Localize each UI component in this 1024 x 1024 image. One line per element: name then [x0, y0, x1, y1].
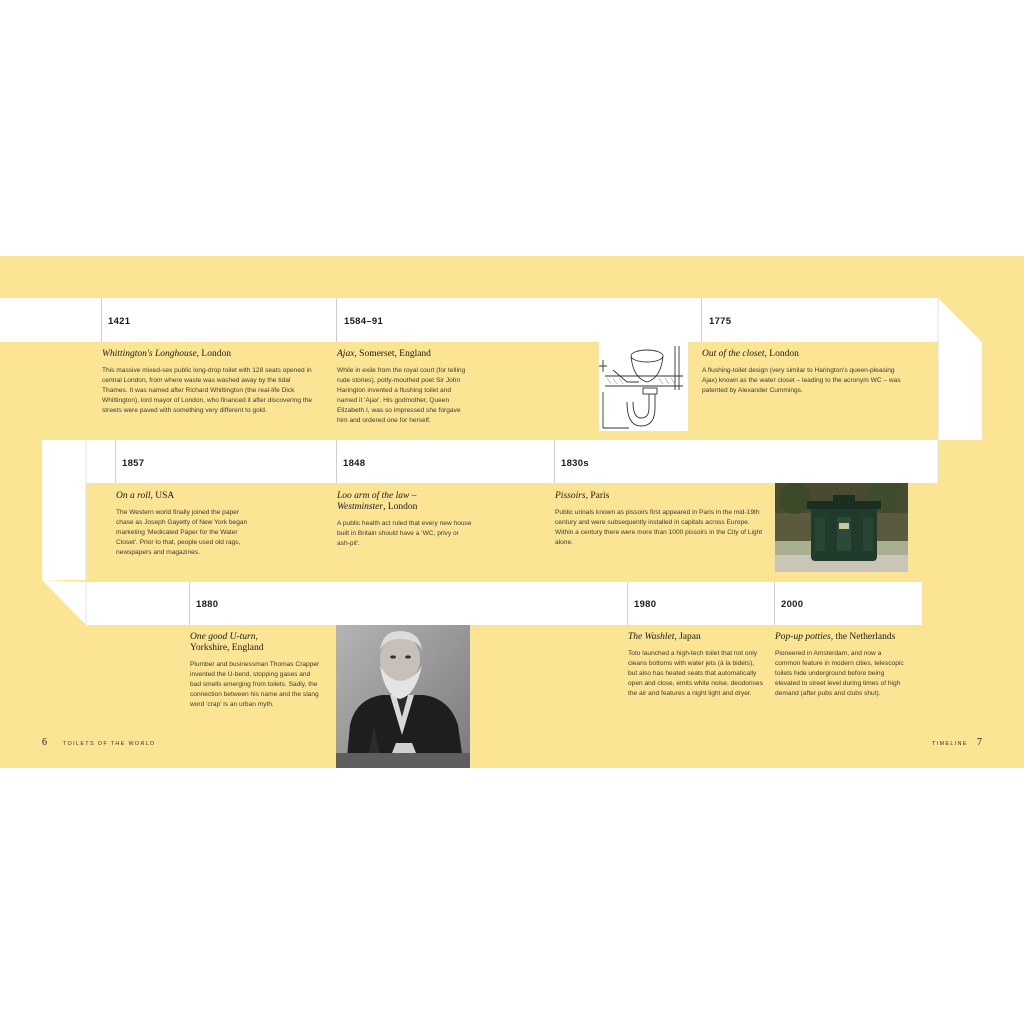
right-page-number: 7 — [977, 737, 982, 748]
year-label: 2000 — [781, 599, 804, 610]
entry-title: Out of the closet, London — [702, 349, 799, 359]
entry-body: While in exile from the royal court (for telling rude stories), potty-mouthed poet Sir John Harington invented a flushing toilet and named it 'Ajax'. His godmother, Queen Elizabeth I, was so impressed she forgave him and ordered one for herself. — [337, 367, 466, 424]
tick-2000 — [774, 582, 775, 625]
timeline-entry-1830s — [555, 491, 763, 548]
timeline-entry-1584 — [337, 349, 469, 426]
year-label: 1421 — [108, 316, 131, 327]
year-label: 1584–91 — [344, 316, 384, 327]
entry-body: The Western world finally joined the paper chase as Joseph Gayetty of New York began marketing 'Medicated Paper for the Water Closet'. Prior to that, people used old rags, newspapers and magazines. — [116, 509, 248, 556]
timeline-entry-1980 — [628, 632, 764, 699]
tick-1421 — [101, 298, 102, 342]
tick-1775 — [701, 298, 702, 342]
entry-body: Toto launched a high-tech toilet that not only cleans bottoms with water jets (à la bidets), but also has heated seats that automatically open and close, emits white noise, deodorises the air and features a night light and dryer. — [628, 650, 763, 697]
entry-title: Ajax, Somerset, England — [337, 349, 431, 359]
year-label: 1880 — [196, 599, 219, 610]
tick-1830s — [554, 440, 555, 483]
year-label: 1857 — [122, 458, 145, 469]
thomas-crapper-portrait — [336, 625, 470, 768]
left-page-number: 6 — [42, 737, 47, 748]
timeline-entry-1857 — [116, 491, 256, 558]
year-label: 1775 — [709, 316, 732, 327]
entry-body: Public urinals known as pissoirs first appeared in Paris in the mid-19th century and were subsequently installed in capitals across Europe. Within a century there were more than 1000 pissoirs in the City of Light alone. — [555, 509, 763, 546]
timeline-entry-1880 — [190, 632, 323, 710]
entry-title: Pop-up potties, the Netherlands — [775, 632, 896, 642]
tick-1857 — [115, 440, 116, 483]
left-running-head: TOILETS OF THE WORLD — [63, 741, 156, 747]
tick-1880 — [189, 582, 190, 625]
timeline-entry-1848 — [337, 491, 472, 549]
entry-body: This massive mixed-sex public long-drop toilet with 128 seats opened in central London, from where waste was washed away by the tidal Thames. It was named after Richard Whittington (the real-life Dick Whittington), lord mayor of London, who financed it after discovering the streets were paved with something very different to gold. — [102, 367, 313, 414]
right-running-head: TIMELINE — [932, 741, 968, 747]
entry-body: A public health act ruled that every new house built in Britain should have a 'WC, privy or ash-pit'. — [337, 520, 472, 547]
entry-title: Pissoirs, Paris — [555, 491, 610, 501]
tick-1980 — [627, 582, 628, 625]
water-closet-diagram-image — [599, 342, 688, 431]
pissoir-photo — [775, 483, 908, 572]
timeline-entry-1775 — [702, 349, 907, 396]
timeline-entry-2000 — [775, 632, 908, 699]
year-label: 1830s — [561, 458, 589, 469]
entry-title: One good U-turn, Yorkshire, England — [190, 632, 264, 653]
entry-body: Pioneered in Amsterdam, and now a common feature in modern cities, telescopic toilets hide underground before being elevated to street level during times of high demand (after pubs and clubs shut). — [775, 650, 904, 697]
entry-title: Whittington's Longhouse, London — [102, 349, 231, 359]
tick-1584 — [336, 298, 337, 342]
entry-body: A flushing-toilet design (very similar to Harington's queen-pleasing Ajax) known as the water closet – leading to the acronym WC – was patented by Alexander Cummings. — [702, 367, 901, 394]
timeline-entry-1421 — [102, 349, 317, 416]
tick-1848 — [336, 440, 337, 483]
entry-title: Loo arm of the law – Westminster, London — [337, 491, 418, 512]
entry-body: Plumber and businessman Thomas Crapper invented the U-bend, stopping gases and bad smells emerging from toilets. Sadly, the connection between his name and the slang word 'crap' is an urban myth. — [190, 661, 320, 708]
entry-title: The Washlet, Japan — [628, 632, 701, 642]
ribbon-turn-left — [42, 440, 86, 483]
entry-title: On a roll, USA — [116, 491, 175, 501]
year-label: 1980 — [634, 599, 657, 610]
year-label: 1848 — [343, 458, 366, 469]
